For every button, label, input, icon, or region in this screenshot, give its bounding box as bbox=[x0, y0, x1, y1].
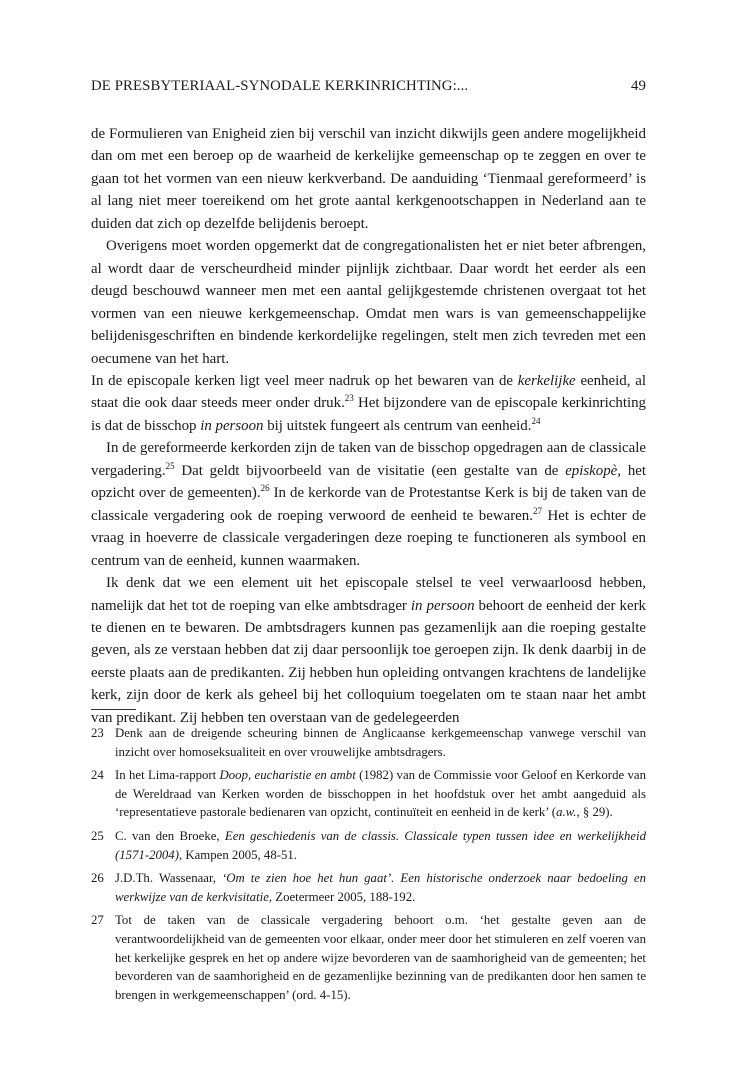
footnote-ref-27[interactable]: 27 bbox=[532, 505, 542, 516]
footnote-ref-24[interactable]: 24 bbox=[531, 415, 541, 426]
footnote-number: 25 bbox=[91, 828, 104, 843]
footnote-24: 24 In het Lima-rapport Doop, eucharistie en ambt (1982) van de Commissie voor Geloof en Kerkorde van de Wereldraad van Kerken worden de bisschoppen in het hoofdstuk over het ambt aangeduid als ‘representatieve pastorale bedienaren van opzicht, continuïteit en eenheid in de kerk’ (a.w., § 29). bbox=[91, 768, 646, 820]
footnote-number: 26 bbox=[91, 871, 104, 886]
footnote-25: 25 C. van den Broeke, Een geschiedenis van de classis. Classicale typen tussen idee en werkelijkheid (1571-2004), Kampen 2005, 48-51. bbox=[91, 828, 646, 862]
emphasis: kerkelijke bbox=[517, 372, 576, 389]
body-text bbox=[91, 123, 646, 729]
footnote-number: 24 bbox=[91, 768, 104, 783]
footnote-ref-23[interactable]: 23 bbox=[344, 393, 354, 404]
paragraph-1: de Formulieren van Enigheid zien bij verschil van inzicht dikwijls geen andere mogelijkheid dan om met een beroep op de waarheid de kerkelijke gemeenschap op te zeggen en over te gaan tot het vormen van een nieuw kerkverband. De aanduiding ‘Tienmaal gereformeerd’ is al lang niet meer toereikend om het grote aantal kerkgenootschappen in Nederland aan te duiden dat zich op dezelfde belijdenis beroept. bbox=[91, 126, 646, 232]
footnote-ref-25[interactable]: 25 bbox=[165, 460, 175, 471]
footnote-26: 26 J.D.Th. Wassenaar, ‘Om te zien hoe het hun gaat’. Een historische onderzoek naar bedoeling en werkwijze van de kerkvisitatie, Zoetermeer 2005, 188-192. bbox=[91, 871, 647, 904]
footnote-27: 27 Tot de taken van de classicale vergadering behoort o.m. ‘het gestalte geven aan de verantwoordelijkheid van de gemeenten voor elkaar, onder meer door het stimuleren en zelf voeren van het kerkelijke gesprek en het op andere wijze bevorderen van de saamhorigheid van de gemeenten; het bevorderen van de saamhorigheid en de gezamenlijke bezinning van de predikanten door hen samen te brengen in werkgemeenschappen’ (ord. 4-15). bbox=[91, 913, 646, 1002]
emphasis: episkopè bbox=[565, 462, 618, 479]
running-header bbox=[91, 78, 646, 98]
running-title: DE PRESBYTERIAAL-SYNODALE KERKINRICHTING:... bbox=[91, 78, 469, 94]
footnote-separator bbox=[91, 709, 136, 710]
emphasis: in persoon bbox=[410, 597, 475, 614]
emphasis: in persoon bbox=[200, 417, 264, 434]
paragraph-5: Ik denk dat we een element uit het episcopale stelsel te veel verwaarloosd hebben, namelijk dat het tot de roeping van elke ambtsdrager in persoon behoort de eenheid der kerk te dienen en te bewaren. De ambtsdragers kunnen pas gezamenlijk aan die roeping gestalte geven, als ze verstaan hebben dat zij daar persoonlijk toe geroepen zijn. Ik denk daarbij in de eerste plaats aan de predikanten. Zij hebben hun opleiding ontvangen krachtens de landelijke kerk, zijn door de kerk als geheel bij het colloquium toegelaten om te staan naar het ambt van predikant. Zij hebben ten overstaan van de gedelegeerden bbox=[91, 575, 646, 726]
paragraph-2: Overigens moet worden opgemerkt dat de congregationalisten het er niet beter afbrengen, al wordt daar de verscheurdheid minder pijnlijk zichtbaar. Daar wordt het eerder als een deugd beschouwd wanneer men met een aantal gelijkgestemde christenen overgaat tot het vormen van een nieuwe kerkgemeenschap. Omdat men wars is van gemeenschappelijke belijdenisgeschriften en bindende kerkordelijke regelingen, stelt men zich tevreden met een oecumene van het hart. bbox=[91, 238, 646, 367]
footnote-number: 27 bbox=[91, 913, 104, 928]
footnote-number: 23 bbox=[91, 726, 104, 740]
paragraph-4: In de gereformeerde kerkorden zijn de taken van de bisschop opgedragen aan de classicale vergadering.$^{25}$ Dat geldt bijvoorbeeld van de visitatie (een gestalte van de episkopè, het opzicht over de gemeenten).$^{26}$ In de kerkorde van de Protestantse Kerk is bij de taken van de classicale vergadering ook de roeping verwoord de eenheid te bewaren.$^{27}$ Het is echter de vraag in hoeverre de classicale vergaderingen deze roeping te functioneren als symbool en centrum van de eenheid, kunnen waarmaken. bbox=[91, 440, 647, 569]
footnote-23: 23 Denk aan de dreigende scheuring binnen de Anglicaanse kerkgemeenschap vanwege verschil van inzicht over homoseksualiteit en over vrouwelijke ambtsdragers. bbox=[91, 726, 646, 759]
footnotes bbox=[91, 724, 646, 1009]
footnote-ref-26[interactable]: 26 bbox=[260, 483, 270, 494]
paragraph-3: In de episcopale kerken ligt veel meer nadruk op het bewaren van de kerkelijke eenheid, al staat die ook daar steeds meer onder druk.$^{23}$ Het bijzondere van de episcopale kerkinrichting is dat de bisschop in persoon bij uitstek fungeert als centrum van eenheid.$^{24}$ bbox=[91, 372, 647, 434]
page-number: 49 bbox=[631, 78, 646, 94]
